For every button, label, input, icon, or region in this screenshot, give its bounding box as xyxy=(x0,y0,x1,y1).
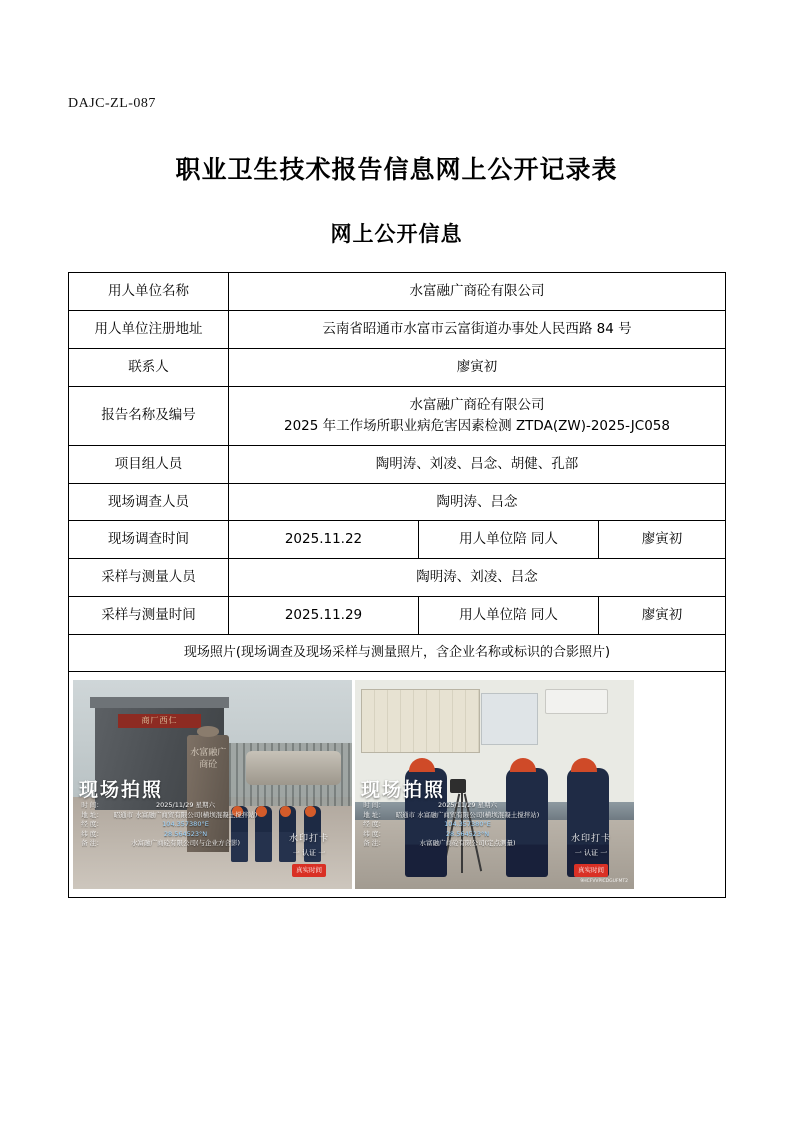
watermark-longitude-key: 经 度： xyxy=(81,820,103,829)
row-label-survey-staff: 现场调查人员 xyxy=(69,483,229,521)
watermark-line-latitude xyxy=(361,830,548,840)
row-label-sampling-time: 采样与测量时间 xyxy=(69,597,229,635)
report-line-2: 2025 年工作场所职业病危害因素检测 ZTDA(ZW)-2025-JC058 xyxy=(284,417,670,434)
table-row xyxy=(69,483,726,521)
table-row xyxy=(69,597,726,635)
table-row xyxy=(69,559,726,597)
watermark-longitude-key: 经 度： xyxy=(363,820,385,829)
row-label-registered-address: 用人单位注册地址 xyxy=(69,310,229,348)
page-subtitle: 网上公开信息 xyxy=(330,222,463,246)
table-row xyxy=(69,310,726,348)
watermark-line-address xyxy=(79,811,266,821)
table-row xyxy=(69,445,726,483)
watermark-note-key: 备 注： xyxy=(81,839,103,848)
row-value-contact-person: 廖寅初 xyxy=(229,348,726,386)
watermark-latitude-key: 纬 度： xyxy=(363,829,385,838)
watermark-time-value: 2025/11/29 星期六 xyxy=(155,801,216,810)
watermark-time-key: 时 间： xyxy=(81,801,103,810)
badge-subtitle: 一 认证 一 xyxy=(292,848,326,857)
photo-section-header: 现场照片(现场调查及现场采样与测量照片，含企业名称或标识的合影照片) xyxy=(69,635,726,672)
row-value-project-team: 陶明涛、刘凌、吕念、胡健、孔部 xyxy=(229,445,726,483)
table-row xyxy=(69,386,726,445)
badge-title: 水印打卡 xyxy=(570,833,611,844)
watermark-note-value: 水富融广商砼有限公司(定点测量) xyxy=(419,839,516,848)
row-label-company-name: 用人单位名称 xyxy=(69,273,229,311)
watermark-latitude-value: 28.564523°N xyxy=(163,829,208,838)
watermark-address-key: 地 址： xyxy=(363,810,385,819)
photo1-watermark-badge xyxy=(272,833,346,880)
photo2-watermark-code: 9HCFVVPICDGUFMT2 xyxy=(580,879,628,885)
watermark-line-address xyxy=(361,811,548,821)
page-title: 职业卫生技术报告信息网上公开记录表 xyxy=(175,155,618,184)
watermark-line-time xyxy=(361,801,548,811)
photo1-tank xyxy=(246,751,341,784)
watermark-note-value: 水富融广商砼有限公司(与企业方合影) xyxy=(130,839,241,848)
row-label-project-team: 项目组人员 xyxy=(69,445,229,483)
watermark-line-note xyxy=(79,839,266,849)
photo2-poster xyxy=(481,693,539,745)
photo1-signboard-text: 商厂西仁 xyxy=(141,715,178,725)
site-photo-1 xyxy=(73,680,352,889)
watermark-line-time xyxy=(79,801,266,811)
photo1-pillar-text: 水富融广商砼 xyxy=(190,748,227,771)
photo2-air-conditioner xyxy=(545,689,608,714)
row-value-survey-time: 2025.11.22 xyxy=(229,521,419,559)
row-label-sampling-staff: 采样与测量人员 xyxy=(69,559,229,597)
table-row xyxy=(69,635,726,672)
watermark-line-longitude xyxy=(79,820,266,830)
photo2-watermark-details xyxy=(361,801,548,849)
watermark-latitude-value: 28.564523°N xyxy=(445,829,490,838)
table-row xyxy=(69,273,726,311)
row-value-company-name: 水富融广商砼有限公司 xyxy=(229,273,726,311)
watermark-address-value: 昭通市 水富融广商贸有限公司(横坝混凝土搅拌站) xyxy=(395,810,540,819)
photo-row xyxy=(73,680,721,889)
row-label-sampling-accompany: 用人单位陪 同人 xyxy=(419,597,599,635)
badge-tag: 真实时间 xyxy=(292,864,326,876)
table-row xyxy=(69,521,726,559)
watermark-address-value: 昭通市 水富融广商贸有限公司(横坝混凝土搅拌站) xyxy=(113,810,258,819)
badge-title: 水印打卡 xyxy=(288,833,329,844)
document-code: DAJC-ZL-087 xyxy=(68,96,156,111)
watermark-longitude-value: 104.357380°E xyxy=(444,820,491,829)
row-label-contact-person: 联系人 xyxy=(69,348,229,386)
photo1-watermark-title: 现场拍照 xyxy=(79,779,164,802)
photo2-measuring-device xyxy=(450,779,466,793)
row-label-survey-time: 现场调查时间 xyxy=(69,521,229,559)
row-label-survey-accompany: 用人单位陪 同人 xyxy=(419,521,599,559)
public-info-table xyxy=(68,272,726,898)
watermark-line-latitude xyxy=(79,830,266,840)
watermark-time-key: 时 间： xyxy=(363,801,385,810)
watermark-address-key: 地 址： xyxy=(81,810,103,819)
row-value-registered-address: 云南省昭通市水富市云富街道办事处人民西路 84 号 xyxy=(229,310,726,348)
photo2-watermark-badge xyxy=(554,833,628,880)
row-value-report-name xyxy=(229,386,726,445)
row-value-survey-accompany: 廖寅初 xyxy=(599,521,726,559)
photo1-watermark-details xyxy=(79,801,266,849)
badge-subtitle: 一 认证 一 xyxy=(574,848,608,857)
report-line-1: 水富融广商砼有限公司 xyxy=(409,396,545,413)
watermark-note-key: 备 注： xyxy=(363,839,385,848)
watermark-latitude-key: 纬 度： xyxy=(81,829,103,838)
row-value-survey-staff: 陶明涛、吕念 xyxy=(229,483,726,521)
row-label-report-name: 报告名称及编号 xyxy=(69,386,229,445)
photo-section-body xyxy=(69,672,726,898)
watermark-longitude-value: 104.357380°E xyxy=(162,820,209,829)
watermark-line-longitude xyxy=(361,820,548,830)
watermark-line-note xyxy=(361,839,548,849)
row-value-sampling-staff: 陶明涛、刘凌、吕念 xyxy=(229,559,726,597)
photo1-helmet-icon xyxy=(305,806,316,817)
photo1-roof xyxy=(90,697,230,707)
photo2-watermark-title: 现场拍照 xyxy=(361,779,446,802)
row-value-sampling-time: 2025.11.29 xyxy=(229,597,419,635)
table-row xyxy=(69,672,726,898)
watermark-time-value: 2025/11/29 星期六 xyxy=(437,801,498,810)
photo1-pillar-globe xyxy=(197,726,219,736)
row-value-sampling-accompany: 廖寅初 xyxy=(599,597,726,635)
site-photo-2 xyxy=(355,680,634,889)
badge-tag: 真实时间 xyxy=(574,864,608,876)
photo2-notice-board xyxy=(361,689,480,754)
table-row xyxy=(69,348,726,386)
